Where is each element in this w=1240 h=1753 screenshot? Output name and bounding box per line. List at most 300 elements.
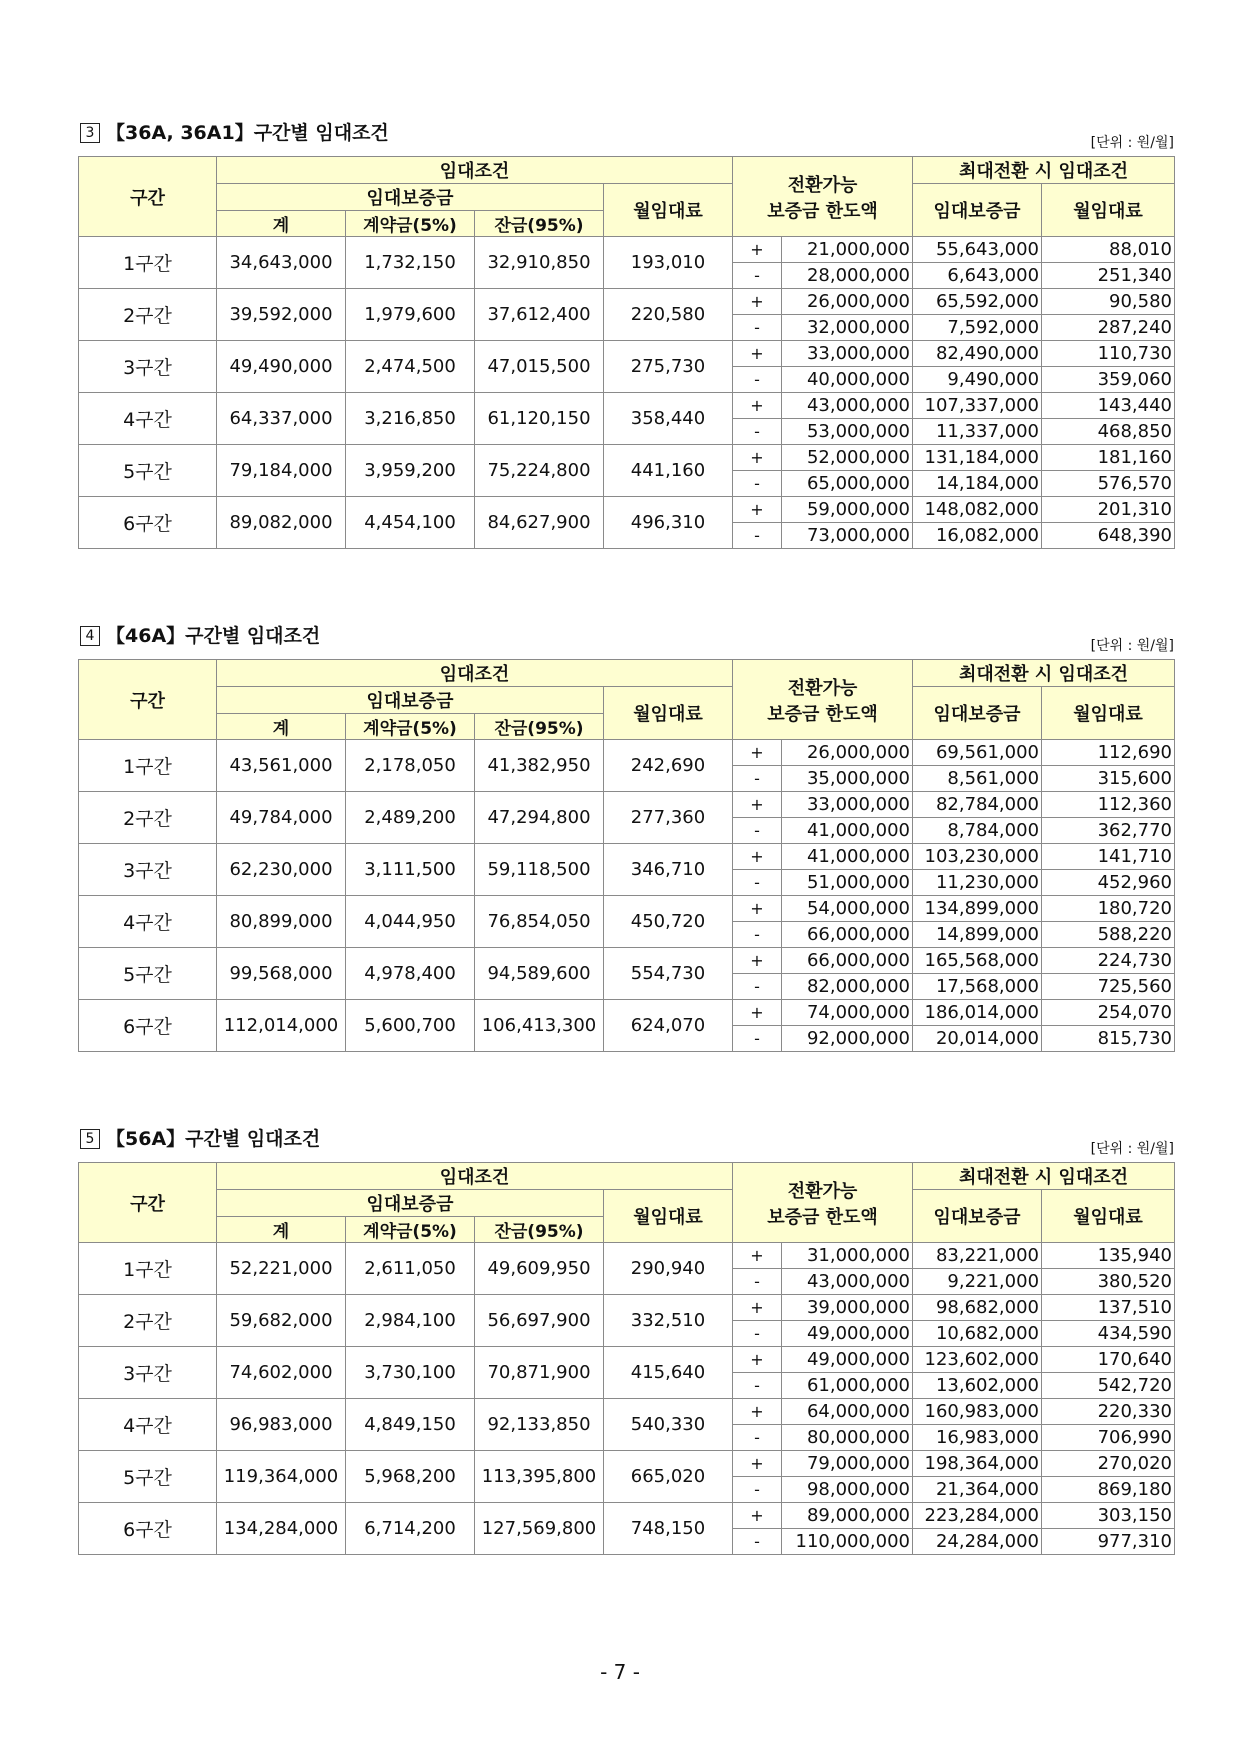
contract-fee-cell: 2,474,500 bbox=[346, 341, 475, 393]
max-monthly-rent-cell: 220,330 bbox=[1042, 1399, 1175, 1425]
header-conversion-limit-line1: 전환가능 bbox=[787, 1180, 858, 1202]
balance-cell: 61,120,150 bbox=[475, 393, 604, 445]
conversion-sign-cell: - bbox=[733, 263, 782, 289]
max-monthly-rent-cell: 977,310 bbox=[1042, 1529, 1175, 1555]
max-monthly-rent-cell: 137,510 bbox=[1042, 1295, 1175, 1321]
unit-label: [단위 : 원/월] bbox=[1090, 1141, 1174, 1157]
monthly-rent-cell: 624,070 bbox=[604, 1000, 733, 1052]
balance-cell: 94,589,600 bbox=[475, 948, 604, 1000]
max-deposit-cell: 82,490,000 bbox=[913, 341, 1042, 367]
conversion-sign-cell: - bbox=[733, 766, 782, 792]
conversion-sign-cell: - bbox=[733, 1477, 782, 1503]
max-deposit-cell: 10,682,000 bbox=[913, 1321, 1042, 1347]
monthly-rent-cell: 290,940 bbox=[604, 1243, 733, 1295]
max-deposit-cell: 13,602,000 bbox=[913, 1373, 1042, 1399]
conversion-limit-cell: 80,000,000 bbox=[782, 1425, 913, 1451]
balance-cell: 113,395,800 bbox=[475, 1451, 604, 1503]
header-monthly-rent: 월임대료 bbox=[604, 184, 733, 237]
section-title bbox=[80, 621, 320, 648]
header-deposit: 임대보증금 bbox=[217, 184, 604, 211]
max-deposit-cell: 148,082,000 bbox=[913, 497, 1042, 523]
monthly-rent-cell: 748,150 bbox=[604, 1503, 733, 1555]
max-monthly-rent-cell: 254,070 bbox=[1042, 1000, 1175, 1026]
conversion-sign-cell: - bbox=[733, 419, 782, 445]
conversion-sign-cell: - bbox=[733, 315, 782, 341]
conversion-limit-cell: 66,000,000 bbox=[782, 948, 913, 974]
header-total: 계 bbox=[217, 714, 346, 740]
max-deposit-cell: 9,490,000 bbox=[913, 367, 1042, 393]
monthly-rent-cell: 242,690 bbox=[604, 740, 733, 792]
conversion-limit-cell: 26,000,000 bbox=[782, 740, 913, 766]
header-monthly-rent: 월임대료 bbox=[604, 1190, 733, 1243]
zone-cell: 3구간 bbox=[79, 341, 217, 393]
max-monthly-rent-cell: 725,560 bbox=[1042, 974, 1175, 1000]
max-deposit-cell: 82,784,000 bbox=[913, 792, 1042, 818]
conversion-limit-cell: 35,000,000 bbox=[782, 766, 913, 792]
max-monthly-rent-cell: 468,850 bbox=[1042, 419, 1175, 445]
max-monthly-rent-cell: 869,180 bbox=[1042, 1477, 1175, 1503]
conversion-sign-cell: + bbox=[733, 1451, 782, 1477]
monthly-rent-cell: 554,730 bbox=[604, 948, 733, 1000]
header-balance: 잔금(95%) bbox=[475, 211, 604, 237]
max-monthly-rent-cell: 359,060 bbox=[1042, 367, 1175, 393]
deposit-total-cell: 119,364,000 bbox=[217, 1451, 346, 1503]
max-monthly-rent-cell: 648,390 bbox=[1042, 523, 1175, 549]
max-deposit-cell: 55,643,000 bbox=[913, 237, 1042, 263]
max-deposit-cell: 8,561,000 bbox=[913, 766, 1042, 792]
zone-cell: 4구간 bbox=[79, 1399, 217, 1451]
max-deposit-cell: 160,983,000 bbox=[913, 1399, 1042, 1425]
conversion-limit-cell: 65,000,000 bbox=[782, 471, 913, 497]
header-balance: 잔금(95%) bbox=[475, 1217, 604, 1243]
contract-fee-cell: 5,968,200 bbox=[346, 1451, 475, 1503]
balance-cell: 92,133,850 bbox=[475, 1399, 604, 1451]
contract-fee-cell: 2,611,050 bbox=[346, 1243, 475, 1295]
max-monthly-rent-cell: 141,710 bbox=[1042, 844, 1175, 870]
conversion-limit-cell: 51,000,000 bbox=[782, 870, 913, 896]
max-deposit-cell: 14,184,000 bbox=[913, 471, 1042, 497]
table-row bbox=[79, 740, 1175, 766]
max-monthly-rent-cell: 224,730 bbox=[1042, 948, 1175, 974]
header-conversion-limit-line1: 전환가능 bbox=[787, 677, 858, 699]
monthly-rent-cell: 332,510 bbox=[604, 1295, 733, 1347]
conversion-limit-cell: 73,000,000 bbox=[782, 523, 913, 549]
section-title bbox=[80, 118, 389, 145]
contract-fee-cell: 3,216,850 bbox=[346, 393, 475, 445]
section-title bbox=[80, 1124, 320, 1151]
max-monthly-rent-cell: 181,160 bbox=[1042, 445, 1175, 471]
zone-cell: 6구간 bbox=[79, 1503, 217, 1555]
rental-condition-table bbox=[78, 659, 1175, 1052]
max-deposit-cell: 17,568,000 bbox=[913, 974, 1042, 1000]
zone-cell: 4구간 bbox=[79, 896, 217, 948]
zone-cell: 5구간 bbox=[79, 1451, 217, 1503]
conversion-limit-cell: 41,000,000 bbox=[782, 818, 913, 844]
header-zone: 구간 bbox=[79, 660, 217, 740]
max-monthly-rent-cell: 452,960 bbox=[1042, 870, 1175, 896]
balance-cell: 32,910,850 bbox=[475, 237, 604, 289]
max-deposit-cell: 9,221,000 bbox=[913, 1269, 1042, 1295]
conversion-limit-cell: 28,000,000 bbox=[782, 263, 913, 289]
deposit-total-cell: 74,602,000 bbox=[217, 1347, 346, 1399]
max-monthly-rent-cell: 380,520 bbox=[1042, 1269, 1175, 1295]
conversion-limit-cell: 49,000,000 bbox=[782, 1347, 913, 1373]
header-conversion-limit-line1: 전환가능 bbox=[787, 174, 858, 196]
header-max-conversion: 최대전환 시 임대조건 bbox=[913, 1163, 1175, 1190]
table-row bbox=[79, 1451, 1175, 1477]
section-title-text: 【46A】구간별 임대조건 bbox=[106, 625, 321, 647]
conversion-limit-cell: 32,000,000 bbox=[782, 315, 913, 341]
max-monthly-rent-cell: 135,940 bbox=[1042, 1243, 1175, 1269]
table-row bbox=[79, 497, 1175, 523]
conversion-sign-cell: - bbox=[733, 1026, 782, 1052]
monthly-rent-cell: 665,020 bbox=[604, 1451, 733, 1503]
conversion-sign-cell: - bbox=[733, 922, 782, 948]
max-monthly-rent-cell: 287,240 bbox=[1042, 315, 1175, 341]
max-deposit-cell: 24,284,000 bbox=[913, 1529, 1042, 1555]
conversion-sign-cell: - bbox=[733, 1373, 782, 1399]
contract-fee-cell: 6,714,200 bbox=[346, 1503, 475, 1555]
max-deposit-cell: 11,230,000 bbox=[913, 870, 1042, 896]
header-monthly-rent: 월임대료 bbox=[604, 687, 733, 740]
conversion-limit-cell: 64,000,000 bbox=[782, 1399, 913, 1425]
conversion-limit-cell: 54,000,000 bbox=[782, 896, 913, 922]
deposit-total-cell: 39,592,000 bbox=[217, 289, 346, 341]
header-deposit: 임대보증금 bbox=[217, 687, 604, 714]
conversion-limit-cell: 53,000,000 bbox=[782, 419, 913, 445]
table-row bbox=[79, 1295, 1175, 1321]
table-row bbox=[79, 896, 1175, 922]
conversion-sign-cell: + bbox=[733, 1000, 782, 1026]
contract-fee-cell: 5,600,700 bbox=[346, 1000, 475, 1052]
rental-condition-table bbox=[78, 1162, 1175, 1555]
zone-cell: 2구간 bbox=[79, 289, 217, 341]
header-max-deposit: 임대보증금 bbox=[913, 687, 1042, 740]
monthly-rent-cell: 540,330 bbox=[604, 1399, 733, 1451]
table-row bbox=[79, 948, 1175, 974]
contract-fee-cell: 4,849,150 bbox=[346, 1399, 475, 1451]
max-deposit-cell: 134,899,000 bbox=[913, 896, 1042, 922]
contract-fee-cell: 3,730,100 bbox=[346, 1347, 475, 1399]
conversion-sign-cell: + bbox=[733, 948, 782, 974]
max-monthly-rent-cell: 815,730 bbox=[1042, 1026, 1175, 1052]
max-deposit-cell: 21,364,000 bbox=[913, 1477, 1042, 1503]
conversion-limit-cell: 52,000,000 bbox=[782, 445, 913, 471]
conversion-limit-cell: 92,000,000 bbox=[782, 1026, 913, 1052]
monthly-rent-cell: 220,580 bbox=[604, 289, 733, 341]
max-deposit-cell: 165,568,000 bbox=[913, 948, 1042, 974]
table-row bbox=[79, 1243, 1175, 1269]
max-deposit-cell: 83,221,000 bbox=[913, 1243, 1042, 1269]
conversion-limit-cell: 66,000,000 bbox=[782, 922, 913, 948]
header-conversion-limit-line2: 보증금 한도액 bbox=[767, 1206, 878, 1228]
header-total: 계 bbox=[217, 1217, 346, 1243]
conversion-sign-cell: - bbox=[733, 1529, 782, 1555]
header-conversion-limit-line2: 보증금 한도액 bbox=[767, 200, 878, 222]
zone-cell: 2구간 bbox=[79, 792, 217, 844]
header-contract-fee: 계약금(5%) bbox=[346, 211, 475, 237]
balance-cell: 47,015,500 bbox=[475, 341, 604, 393]
unit-label: [단위 : 원/월] bbox=[1090, 638, 1174, 654]
header-max-monthly: 월임대료 bbox=[1042, 687, 1175, 740]
conversion-sign-cell: + bbox=[733, 341, 782, 367]
max-monthly-rent-cell: 170,640 bbox=[1042, 1347, 1175, 1373]
monthly-rent-cell: 277,360 bbox=[604, 792, 733, 844]
max-deposit-cell: 223,284,000 bbox=[913, 1503, 1042, 1529]
max-deposit-cell: 20,014,000 bbox=[913, 1026, 1042, 1052]
conversion-sign-cell: - bbox=[733, 974, 782, 1000]
deposit-total-cell: 112,014,000 bbox=[217, 1000, 346, 1052]
header-zone: 구간 bbox=[79, 157, 217, 237]
deposit-total-cell: 62,230,000 bbox=[217, 844, 346, 896]
balance-cell: 41,382,950 bbox=[475, 740, 604, 792]
max-monthly-rent-cell: 180,720 bbox=[1042, 896, 1175, 922]
contract-fee-cell: 3,959,200 bbox=[346, 445, 475, 497]
zone-cell: 5구간 bbox=[79, 948, 217, 1000]
balance-cell: 49,609,950 bbox=[475, 1243, 604, 1295]
max-deposit-cell: 103,230,000 bbox=[913, 844, 1042, 870]
conversion-sign-cell: + bbox=[733, 1503, 782, 1529]
conversion-sign-cell: - bbox=[733, 471, 782, 497]
rental-condition-table bbox=[78, 156, 1175, 549]
conversion-sign-cell: + bbox=[733, 1399, 782, 1425]
conversion-limit-cell: 26,000,000 bbox=[782, 289, 913, 315]
deposit-total-cell: 64,337,000 bbox=[217, 393, 346, 445]
header-contract-fee: 계약금(5%) bbox=[346, 714, 475, 740]
deposit-total-cell: 99,568,000 bbox=[217, 948, 346, 1000]
table-row bbox=[79, 1503, 1175, 1529]
header-conversion-limit bbox=[733, 660, 913, 740]
deposit-total-cell: 52,221,000 bbox=[217, 1243, 346, 1295]
header-max-conversion: 최대전환 시 임대조건 bbox=[913, 157, 1175, 184]
conversion-limit-cell: 82,000,000 bbox=[782, 974, 913, 1000]
balance-cell: 59,118,500 bbox=[475, 844, 604, 896]
conversion-limit-cell: 33,000,000 bbox=[782, 341, 913, 367]
max-deposit-cell: 69,561,000 bbox=[913, 740, 1042, 766]
max-monthly-rent-cell: 90,580 bbox=[1042, 289, 1175, 315]
conversion-limit-cell: 21,000,000 bbox=[782, 237, 913, 263]
conversion-limit-cell: 40,000,000 bbox=[782, 367, 913, 393]
zone-cell: 1구간 bbox=[79, 740, 217, 792]
deposit-total-cell: 49,490,000 bbox=[217, 341, 346, 393]
max-deposit-cell: 123,602,000 bbox=[913, 1347, 1042, 1373]
table-row bbox=[79, 289, 1175, 315]
max-deposit-cell: 65,592,000 bbox=[913, 289, 1042, 315]
header-zone: 구간 bbox=[79, 1163, 217, 1243]
deposit-total-cell: 43,561,000 bbox=[217, 740, 346, 792]
header-rent-conditions: 임대조건 bbox=[217, 660, 733, 687]
header-deposit: 임대보증금 bbox=[217, 1190, 604, 1217]
contract-fee-cell: 3,111,500 bbox=[346, 844, 475, 896]
contract-fee-cell: 1,732,150 bbox=[346, 237, 475, 289]
conversion-limit-cell: 59,000,000 bbox=[782, 497, 913, 523]
conversion-sign-cell: + bbox=[733, 497, 782, 523]
zone-cell: 6구간 bbox=[79, 497, 217, 549]
conversion-limit-cell: 39,000,000 bbox=[782, 1295, 913, 1321]
table-row bbox=[79, 1347, 1175, 1373]
table-row bbox=[79, 237, 1175, 263]
table-row bbox=[79, 1399, 1175, 1425]
deposit-total-cell: 80,899,000 bbox=[217, 896, 346, 948]
max-deposit-cell: 6,643,000 bbox=[913, 263, 1042, 289]
conversion-sign-cell: + bbox=[733, 896, 782, 922]
balance-cell: 76,854,050 bbox=[475, 896, 604, 948]
conversion-sign-cell: - bbox=[733, 818, 782, 844]
balance-cell: 56,697,900 bbox=[475, 1295, 604, 1347]
monthly-rent-cell: 496,310 bbox=[604, 497, 733, 549]
max-monthly-rent-cell: 315,600 bbox=[1042, 766, 1175, 792]
conversion-sign-cell: - bbox=[733, 367, 782, 393]
conversion-sign-cell: - bbox=[733, 523, 782, 549]
conversion-sign-cell: + bbox=[733, 792, 782, 818]
section-number: 3 bbox=[80, 123, 100, 143]
max-monthly-rent-cell: 201,310 bbox=[1042, 497, 1175, 523]
conversion-sign-cell: + bbox=[733, 237, 782, 263]
zone-cell: 3구간 bbox=[79, 1347, 217, 1399]
table-row bbox=[79, 393, 1175, 419]
max-monthly-rent-cell: 362,770 bbox=[1042, 818, 1175, 844]
max-monthly-rent-cell: 303,150 bbox=[1042, 1503, 1175, 1529]
conversion-sign-cell: - bbox=[733, 1425, 782, 1451]
max-monthly-rent-cell: 112,690 bbox=[1042, 740, 1175, 766]
max-monthly-rent-cell: 434,590 bbox=[1042, 1321, 1175, 1347]
header-conversion-limit bbox=[733, 1163, 913, 1243]
max-deposit-cell: 98,682,000 bbox=[913, 1295, 1042, 1321]
conversion-sign-cell: + bbox=[733, 393, 782, 419]
balance-cell: 75,224,800 bbox=[475, 445, 604, 497]
header-max-conversion: 최대전환 시 임대조건 bbox=[913, 660, 1175, 687]
monthly-rent-cell: 415,640 bbox=[604, 1347, 733, 1399]
conversion-sign-cell: + bbox=[733, 445, 782, 471]
max-monthly-rent-cell: 88,010 bbox=[1042, 237, 1175, 263]
monthly-rent-cell: 441,160 bbox=[604, 445, 733, 497]
section-title-text: 【36A, 36A1】구간별 임대조건 bbox=[106, 122, 389, 144]
conversion-sign-cell: + bbox=[733, 1295, 782, 1321]
max-deposit-cell: 16,082,000 bbox=[913, 523, 1042, 549]
conversion-limit-cell: 98,000,000 bbox=[782, 1477, 913, 1503]
contract-fee-cell: 4,978,400 bbox=[346, 948, 475, 1000]
header-max-monthly: 월임대료 bbox=[1042, 184, 1175, 237]
conversion-limit-cell: 79,000,000 bbox=[782, 1451, 913, 1477]
conversion-sign-cell: + bbox=[733, 1347, 782, 1373]
conversion-sign-cell: - bbox=[733, 1321, 782, 1347]
max-deposit-cell: 7,592,000 bbox=[913, 315, 1042, 341]
balance-cell: 37,612,400 bbox=[475, 289, 604, 341]
max-monthly-rent-cell: 110,730 bbox=[1042, 341, 1175, 367]
max-monthly-rent-cell: 542,720 bbox=[1042, 1373, 1175, 1399]
monthly-rent-cell: 450,720 bbox=[604, 896, 733, 948]
max-monthly-rent-cell: 251,340 bbox=[1042, 263, 1175, 289]
max-monthly-rent-cell: 576,570 bbox=[1042, 471, 1175, 497]
monthly-rent-cell: 346,710 bbox=[604, 844, 733, 896]
contract-fee-cell: 4,044,950 bbox=[346, 896, 475, 948]
max-monthly-rent-cell: 112,360 bbox=[1042, 792, 1175, 818]
conversion-limit-cell: 33,000,000 bbox=[782, 792, 913, 818]
max-deposit-cell: 8,784,000 bbox=[913, 818, 1042, 844]
monthly-rent-cell: 275,730 bbox=[604, 341, 733, 393]
conversion-sign-cell: + bbox=[733, 289, 782, 315]
page-number: - 7 - bbox=[600, 1660, 640, 1684]
table-row bbox=[79, 792, 1175, 818]
conversion-sign-cell: + bbox=[733, 740, 782, 766]
conversion-limit-cell: 43,000,000 bbox=[782, 1269, 913, 1295]
section-number: 5 bbox=[80, 1129, 100, 1149]
header-max-deposit: 임대보증금 bbox=[913, 1190, 1042, 1243]
zone-cell: 1구간 bbox=[79, 237, 217, 289]
unit-label: [단위 : 원/월] bbox=[1090, 135, 1174, 151]
table-row bbox=[79, 844, 1175, 870]
conversion-limit-cell: 43,000,000 bbox=[782, 393, 913, 419]
max-deposit-cell: 16,983,000 bbox=[913, 1425, 1042, 1451]
conversion-limit-cell: 31,000,000 bbox=[782, 1243, 913, 1269]
header-max-deposit: 임대보증금 bbox=[913, 184, 1042, 237]
deposit-total-cell: 34,643,000 bbox=[217, 237, 346, 289]
conversion-sign-cell: - bbox=[733, 870, 782, 896]
conversion-limit-cell: 89,000,000 bbox=[782, 1503, 913, 1529]
header-conversion-limit-line2: 보증금 한도액 bbox=[767, 703, 878, 725]
zone-cell: 6구간 bbox=[79, 1000, 217, 1052]
balance-cell: 70,871,900 bbox=[475, 1347, 604, 1399]
header-rent-conditions: 임대조건 bbox=[217, 1163, 733, 1190]
max-monthly-rent-cell: 588,220 bbox=[1042, 922, 1175, 948]
header-conversion-limit bbox=[733, 157, 913, 237]
conversion-limit-cell: 74,000,000 bbox=[782, 1000, 913, 1026]
conversion-limit-cell: 41,000,000 bbox=[782, 844, 913, 870]
conversion-sign-cell: - bbox=[733, 1269, 782, 1295]
conversion-limit-cell: 110,000,000 bbox=[782, 1529, 913, 1555]
max-monthly-rent-cell: 706,990 bbox=[1042, 1425, 1175, 1451]
header-balance: 잔금(95%) bbox=[475, 714, 604, 740]
conversion-limit-cell: 61,000,000 bbox=[782, 1373, 913, 1399]
balance-cell: 47,294,800 bbox=[475, 792, 604, 844]
zone-cell: 4구간 bbox=[79, 393, 217, 445]
max-deposit-cell: 186,014,000 bbox=[913, 1000, 1042, 1026]
balance-cell: 127,569,800 bbox=[475, 1503, 604, 1555]
monthly-rent-cell: 193,010 bbox=[604, 237, 733, 289]
table-row bbox=[79, 445, 1175, 471]
conversion-limit-cell: 49,000,000 bbox=[782, 1321, 913, 1347]
deposit-total-cell: 49,784,000 bbox=[217, 792, 346, 844]
max-deposit-cell: 198,364,000 bbox=[913, 1451, 1042, 1477]
conversion-sign-cell: + bbox=[733, 1243, 782, 1269]
max-monthly-rent-cell: 270,020 bbox=[1042, 1451, 1175, 1477]
table-row bbox=[79, 1000, 1175, 1026]
zone-cell: 2구간 bbox=[79, 1295, 217, 1347]
deposit-total-cell: 89,082,000 bbox=[217, 497, 346, 549]
max-deposit-cell: 107,337,000 bbox=[913, 393, 1042, 419]
zone-cell: 5구간 bbox=[79, 445, 217, 497]
contract-fee-cell: 1,979,600 bbox=[346, 289, 475, 341]
max-deposit-cell: 11,337,000 bbox=[913, 419, 1042, 445]
balance-cell: 106,413,300 bbox=[475, 1000, 604, 1052]
conversion-sign-cell: + bbox=[733, 844, 782, 870]
table-row bbox=[79, 341, 1175, 367]
balance-cell: 84,627,900 bbox=[475, 497, 604, 549]
zone-cell: 3구간 bbox=[79, 844, 217, 896]
deposit-total-cell: 134,284,000 bbox=[217, 1503, 346, 1555]
section-number: 4 bbox=[80, 626, 100, 646]
header-total: 계 bbox=[217, 211, 346, 237]
deposit-total-cell: 79,184,000 bbox=[217, 445, 346, 497]
contract-fee-cell: 2,984,100 bbox=[346, 1295, 475, 1347]
header-max-monthly: 월임대료 bbox=[1042, 1190, 1175, 1243]
section-title-text: 【56A】구간별 임대조건 bbox=[106, 1128, 321, 1150]
header-contract-fee: 계약금(5%) bbox=[346, 1217, 475, 1243]
contract-fee-cell: 4,454,100 bbox=[346, 497, 475, 549]
contract-fee-cell: 2,178,050 bbox=[346, 740, 475, 792]
deposit-total-cell: 59,682,000 bbox=[217, 1295, 346, 1347]
header-rent-conditions: 임대조건 bbox=[217, 157, 733, 184]
